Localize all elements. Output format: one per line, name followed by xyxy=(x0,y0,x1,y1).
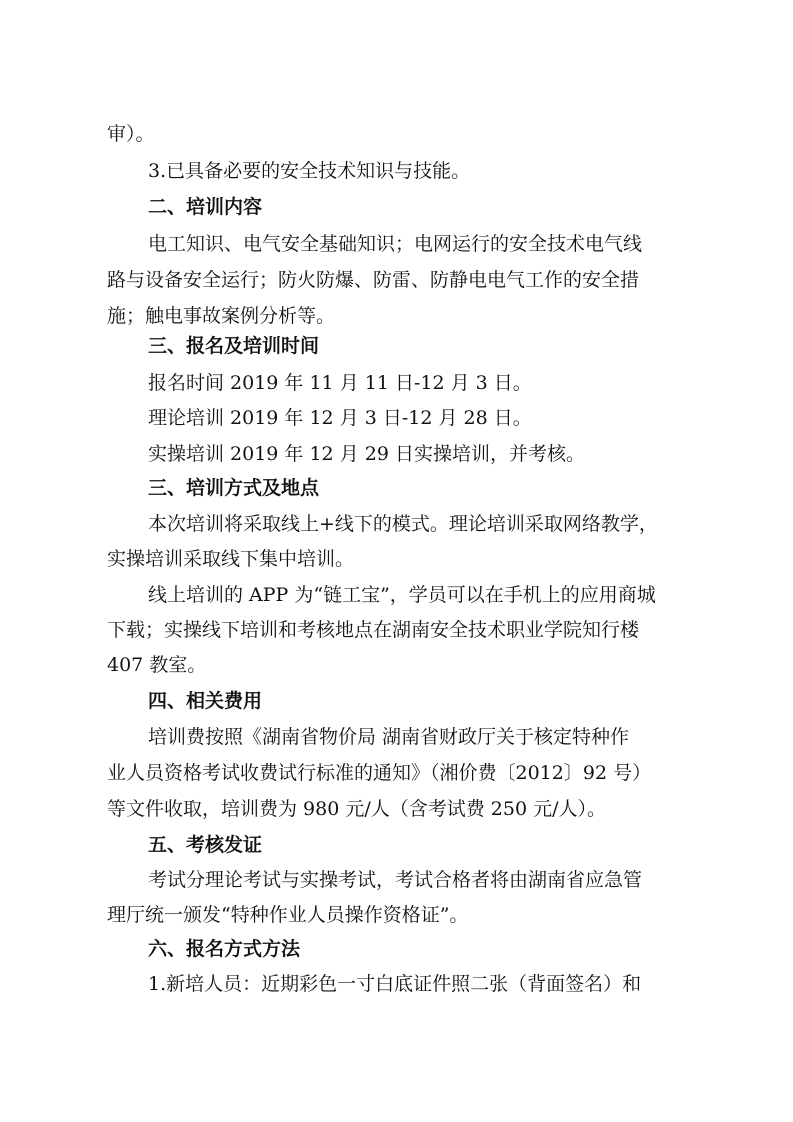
section-heading: 二、培训内容 xyxy=(148,196,263,218)
section-heading: 三、培训方式及地点 xyxy=(148,477,320,499)
paragraph-line: 理厅统一颁发“特种作业人员操作资格证”。 xyxy=(107,904,469,926)
paragraph-line: 施；触电事故案例分析等。 xyxy=(107,305,336,327)
paragraph-line: 业人员资格考试收费试行标准的通知》（湘价费〔2012〕92 号） xyxy=(107,762,652,784)
paragraph-line: 下载；实操线下培训和考核地点在湖南安全技术职业学院知行楼 xyxy=(107,619,640,641)
section-heading: 五、考核发证 xyxy=(148,834,263,856)
paragraph-line: 路与设备安全运行；防火防爆、防雷、防静电电气工作的安全措 xyxy=(107,269,640,291)
paragraph-line: 实操培训采取线下集中培训。 xyxy=(107,548,355,570)
paragraph-line: 理论培训 2019 年 12 月 3 日-12 月 28 日。 xyxy=(148,407,532,429)
section-heading: 四、相关费用 xyxy=(148,690,263,712)
paragraph-line: 等文件收取，培训费为 980 元/人（含考试费 250 元/人）。 xyxy=(107,798,606,820)
section-heading: 三、报名及培训时间 xyxy=(148,335,320,357)
section-heading: 六、报名方式方法 xyxy=(148,938,301,960)
paragraph-line: 审）。 xyxy=(107,123,155,145)
paragraph-line: 407 教室。 xyxy=(107,654,207,676)
list-item-line: 3.已具备必要的安全技术知识与技能。 xyxy=(148,160,471,182)
paragraph-line: 报名时间 2019 年 11 月 11 日-12 月 3 日。 xyxy=(148,372,532,394)
paragraph-line: 考试分理论考试与实操考试，考试合格者将由湖南省应急管 xyxy=(148,869,643,891)
paragraph-line: 培训费按照《湖南省物价局 湖南省财政厅关于核定特种作 xyxy=(148,726,630,748)
list-item-line: 1.新培人员：近期彩色一寸白底证件照二张（背面签名）和 xyxy=(148,973,642,995)
paragraph-line: 本次培训将采取线上+线下的模式。理论培训采取网络教学， xyxy=(148,513,658,535)
paragraph-line: 电工知识、电气安全基础知识；电网运行的安全技术电气线 xyxy=(148,233,643,255)
paragraph-line: 线上培训的 APP 为“链工宝”，学员可以在手机上的应用商城 xyxy=(148,584,656,606)
paragraph-line: 实操培训 2019 年 12 月 29 日实操培训，并考核。 xyxy=(148,443,585,465)
